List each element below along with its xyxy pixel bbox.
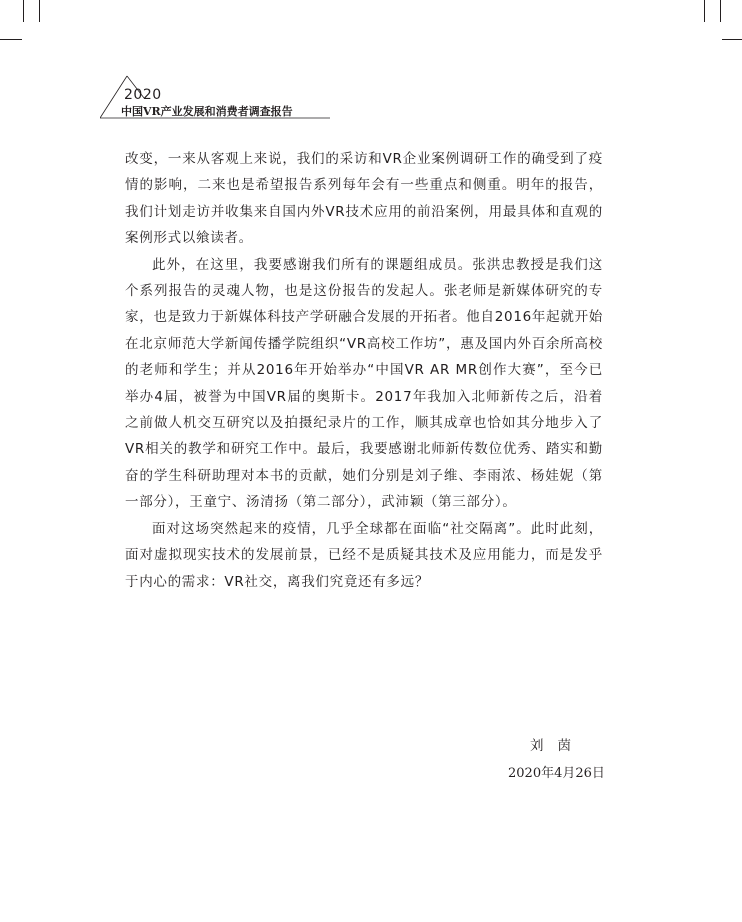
header-title: 中国VR产业发展和消费者调查报告 (121, 105, 293, 118)
crop-mark-top-left-vertical-1 (23, 0, 24, 22)
paragraph-closing: 面对这场突然起来的疫情，几乎全球都在面临“社交隔离”。此时此刻，面对虚拟现实技术的发展前景，已经不是质疑其技术及应用能力，而是发乎于内心的需求：VR社交，离我们究竟还有多远？ (125, 520, 603, 590)
paragraph-continued: 改变，一来从客观上来说，我们的采访和VR企业案例调研工作的确受到了疫情的影响，二来也是希望报告系列每年会有一些重点和侧重。明年的报告，我们计划走访并收集来自国内外VR技术应用的前沿案例，用最具体和直观的案例形式以飨读者。 (125, 151, 603, 247)
crop-mark-top-left-horizontal (0, 39, 22, 40)
crop-mark-top-right-horizontal (722, 39, 742, 40)
crop-mark-top-left-vertical-2 (39, 0, 40, 22)
header-year: 2020 (124, 87, 162, 103)
paragraph-acknowledgements: 此外，在这里，我要感谢我们所有的课题组成员。张洪忠教授是我们这个系列报告的灵魂人物，也是这份报告的发起人。张老师是新媒体研究的专家，也是致力于新媒体科技产学研融合发展的开拓者。他自2016年起就开始在北京师范大学新闻传播学院组织“VR高校工作坊”，惠及国内外百余所高校的老师和学生；并从2016年开始举办“中国VR AR MR创作大赛”，至今已举办4届，被誉为中国VR届的奥斯卡。2017年我加入北师新传之后，沿着之前做人机交互研究以及拍摄纪录片的工作，顺其成章也恰如其分地步入了VR相关的教学和研究工作中。最后，我要感谢北师新传数位优秀、踏实和勤奋的学生科研助理对本书的贡献，她们分别是刘子维、李雨浓、杨娃妮（第一部分），王童宁、汤清扬（第二部分），武沛颖（第三部分）。 (125, 256, 603, 511)
crop-mark-top-right-vertical-2 (720, 0, 721, 22)
body-text (125, 146, 603, 595)
signature-name: 刘茵 (530, 738, 585, 754)
crop-mark-top-right-vertical-1 (704, 0, 705, 22)
signature-date: 2020年4月26日 (508, 766, 605, 781)
running-header (100, 72, 330, 122)
